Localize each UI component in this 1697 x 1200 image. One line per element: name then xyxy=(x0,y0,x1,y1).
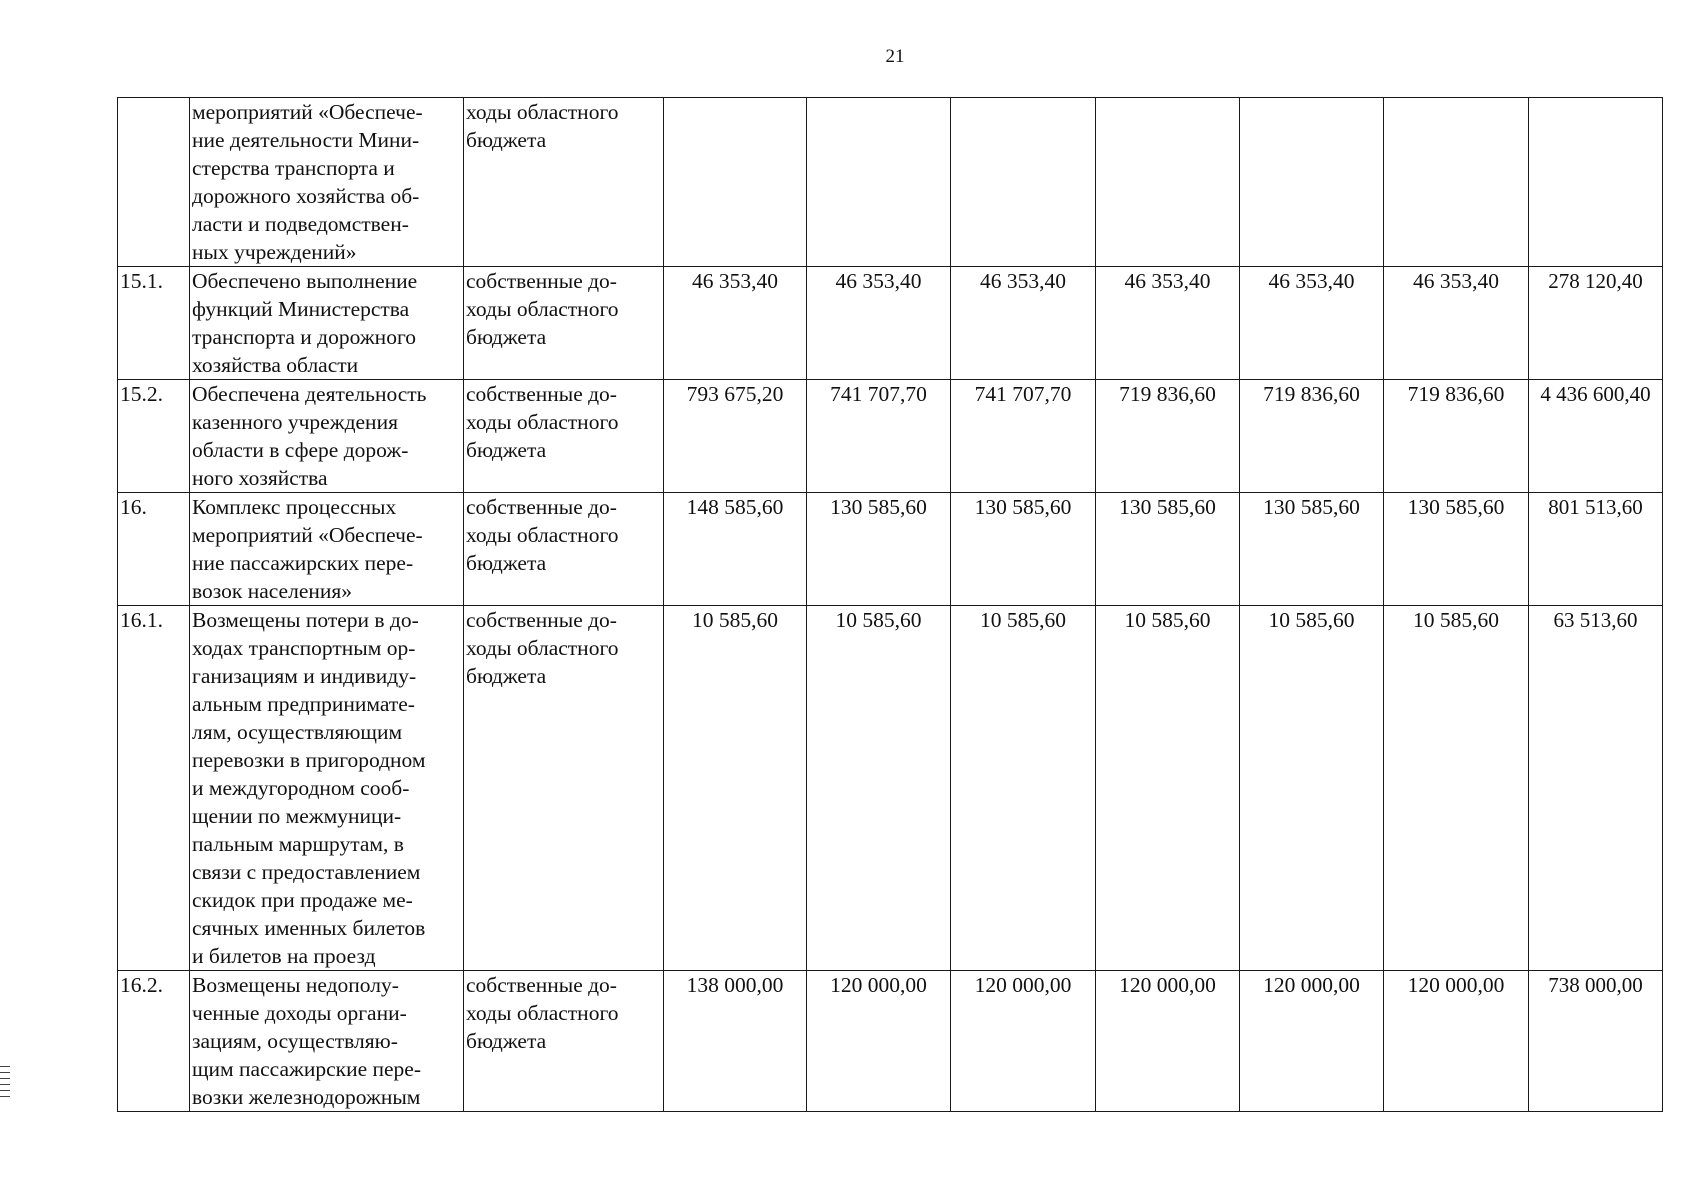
row-name: Обеспечена деятельность казенного учреждения области в сфере дорож- ного хозяйства xyxy=(190,380,464,493)
row-name: Возмещены недополу- ченные доходы органи- зациям, осуществляю- щим пассажирские пере- возки железнодорожным xyxy=(190,971,464,1112)
value-cell: 130 585,60 xyxy=(1240,493,1384,606)
value-cell: 130 585,60 xyxy=(807,493,951,606)
row-name: Обеспечено выполнение функций Министерства транспорта и дорожного хозяйства области xyxy=(190,267,464,380)
table-row xyxy=(118,606,1663,971)
value-cell xyxy=(807,98,951,267)
table-body xyxy=(118,98,1663,1112)
value-cell: 719 836,60 xyxy=(1240,380,1384,493)
value-cell: 10 585,60 xyxy=(807,606,951,971)
value-cell: 46 353,40 xyxy=(807,267,951,380)
total-cell xyxy=(1529,98,1663,267)
value-cell: 719 836,60 xyxy=(1384,380,1529,493)
value-cell: 741 707,70 xyxy=(807,380,951,493)
total-cell: 801 513,60 xyxy=(1529,493,1663,606)
value-cell: 10 585,60 xyxy=(1240,606,1384,971)
value-cell: 10 585,60 xyxy=(1384,606,1529,971)
value-cell xyxy=(1240,98,1384,267)
value-cell: 719 836,60 xyxy=(1096,380,1240,493)
row-name: Комплекс процессных мероприятий «Обеспече- ние пассажирских пере- возок населения» xyxy=(190,493,464,606)
budget-table xyxy=(117,97,1663,1112)
total-cell: 738 000,00 xyxy=(1529,971,1663,1112)
row-number: 15.1. xyxy=(118,267,190,380)
value-cell: 46 353,40 xyxy=(1384,267,1529,380)
total-cell: 4 436 600,40 xyxy=(1529,380,1663,493)
row-name: Возмещены потери в до- ходах транспортным ор- ганизациям и индивиду- альным предпринимате- лям, осуществляющим перевозки в пригородном и междугородном сооб- щении по межмуници- пальным маршрутам, в связи с предоставлением скидок при продаже ме- сячных именных билетов и билетов на проезд xyxy=(190,606,464,971)
value-cell: 741 707,70 xyxy=(951,380,1096,493)
value-cell: 148 585,60 xyxy=(664,493,807,606)
row-number: 16.1. xyxy=(118,606,190,971)
scan-margin-mark xyxy=(0,1066,10,1102)
value-cell: 130 585,60 xyxy=(1384,493,1529,606)
value-cell: 46 353,40 xyxy=(664,267,807,380)
row-number: 16.2. xyxy=(118,971,190,1112)
value-cell xyxy=(1096,98,1240,267)
funding-source: собственные до- ходы областного бюджета xyxy=(464,493,664,606)
value-cell xyxy=(1384,98,1529,267)
value-cell: 138 000,00 xyxy=(664,971,807,1112)
value-cell: 10 585,60 xyxy=(1096,606,1240,971)
value-cell: 130 585,60 xyxy=(951,493,1096,606)
total-cell: 63 513,60 xyxy=(1529,606,1663,971)
value-cell: 120 000,00 xyxy=(1384,971,1529,1112)
total-cell: 278 120,40 xyxy=(1529,267,1663,380)
value-cell: 46 353,40 xyxy=(1240,267,1384,380)
value-cell: 120 000,00 xyxy=(1096,971,1240,1112)
table-row xyxy=(118,380,1663,493)
value-cell: 10 585,60 xyxy=(951,606,1096,971)
row-name: мероприятий «Обеспече- ние деятельности Мини- стерства транспорта и дорожного хозяйства об- ласти и подведомствен- ных учреждений» xyxy=(190,98,464,267)
value-cell: 10 585,60 xyxy=(664,606,807,971)
table-row xyxy=(118,267,1663,380)
page-number: 21 xyxy=(885,46,905,67)
row-number xyxy=(118,98,190,267)
funding-source: ходы областного бюджета xyxy=(464,98,664,267)
funding-source: собственные до- ходы областного бюджета xyxy=(464,606,664,971)
funding-source: собственные до- ходы областного бюджета xyxy=(464,380,664,493)
table-row xyxy=(118,98,1663,267)
value-cell xyxy=(951,98,1096,267)
value-cell: 46 353,40 xyxy=(951,267,1096,380)
value-cell: 130 585,60 xyxy=(1096,493,1240,606)
row-number: 16. xyxy=(118,493,190,606)
value-cell: 120 000,00 xyxy=(1240,971,1384,1112)
row-number: 15.2. xyxy=(118,380,190,493)
table-row xyxy=(118,971,1663,1112)
table-row xyxy=(118,493,1663,606)
value-cell: 46 353,40 xyxy=(1096,267,1240,380)
funding-source: собственные до- ходы областного бюджета xyxy=(464,267,664,380)
value-cell: 120 000,00 xyxy=(807,971,951,1112)
value-cell: 793 675,20 xyxy=(664,380,807,493)
value-cell: 120 000,00 xyxy=(951,971,1096,1112)
funding-source: собственные до- ходы областного бюджета xyxy=(464,971,664,1112)
value-cell xyxy=(664,98,807,267)
